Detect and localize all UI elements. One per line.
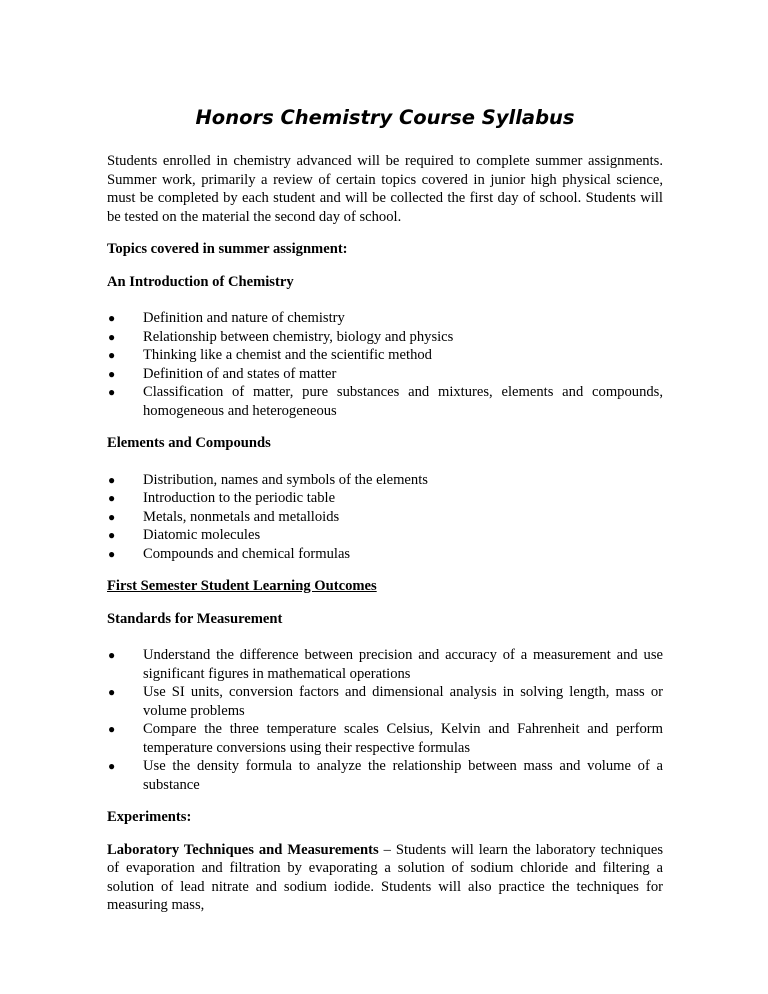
bullet-icon: ●: [108, 722, 116, 736]
lab-description: – Students will learn the laboratory techniques of evaporation and filtration by evaporating a solution of sodium chloride and filtering a solution of lead nitrate and sodium iodide. Students will also practice the techniques for measuring mass,: [107, 841, 663, 913]
bullet-icon: ●: [108, 491, 116, 505]
bullet-icon: ●: [108, 385, 116, 399]
list-item: ● Compounds and chemical formulas: [108, 545, 351, 562]
list-item: ● Compare the three temperature scales Celsius, Kelvin and Fahrenheit and perform temperature conversions using their respective formulas: [108, 721, 663, 756]
bullet-icon: ●: [108, 366, 116, 381]
elements-topic-list: [107, 471, 663, 564]
section-heading-measurement: Standards for Measurement: [107, 610, 283, 627]
list-item: ● Distribution, names and symbols of the elements: [108, 471, 428, 488]
bullet-icon: ●: [108, 546, 116, 561]
list-item: ● Definition of and states of matter: [108, 365, 337, 382]
intro-paragraph: Students enrolled in chemistry advanced will be required to complete summer assignments. Summer work, primarily a review of certain topics covered in junior high physical science, must be completed by each student and will be collected the first day of school. Students will be tested on the material the second day of school.: [107, 153, 663, 225]
document-content: [107, 106, 663, 915]
topics-heading: Topics covered in summer assignment:: [107, 241, 348, 257]
bullet-icon: ●: [108, 329, 116, 344]
bullet-icon: ●: [108, 311, 116, 325]
list-item: ● Definition and nature of chemistry: [108, 310, 345, 326]
page-title: Honors Chemistry Course Syllabus: [195, 106, 575, 129]
experiments-heading: Experiments:: [107, 809, 192, 825]
list-item: ● Relationship between chemistry, biology and physics: [108, 328, 454, 345]
list-item: ● Use SI units, conversion factors and dimensional analysis in solving length, mass or volume problems: [108, 684, 663, 719]
outcomes-heading: First Semester Student Learning Outcomes: [107, 578, 377, 594]
introduction-topic-list: [107, 309, 663, 420]
section-heading-introduction: An Introduction of Chemistry: [107, 273, 294, 290]
bullet-icon: ●: [108, 759, 116, 773]
bullet-icon: ●: [108, 509, 116, 524]
bullet-icon: ●: [108, 685, 116, 699]
lab-title: Laboratory Techniques and Measurements: [107, 841, 379, 858]
bullet-icon: ●: [108, 528, 116, 542]
bullet-icon: ●: [108, 472, 116, 487]
list-item: ● Use the density formula to analyze the relationship between mass and volume of a substance: [108, 758, 663, 793]
bullet-icon: ●: [108, 648, 116, 662]
list-item: ● Thinking like a chemist and the scientific method: [108, 347, 432, 363]
section-heading-elements: Elements and Compounds: [107, 435, 271, 451]
list-item: ● Classification of matter, pure substances and mixtures, elements and compounds, homogeneous and heterogeneous: [108, 384, 663, 419]
list-item: ● Introduction to the periodic table: [108, 490, 336, 506]
measurement-outcome-list: [107, 646, 663, 794]
list-item: ● Understand the difference between precision and accuracy of a measurement and use significant figures in mathematical operations: [108, 647, 663, 682]
list-item: ● Metals, nonmetals and metalloids: [108, 508, 340, 525]
list-item: ● Diatomic molecules: [108, 527, 261, 543]
bullet-icon: ●: [108, 348, 116, 362]
lab-paragraph: [107, 841, 663, 915]
